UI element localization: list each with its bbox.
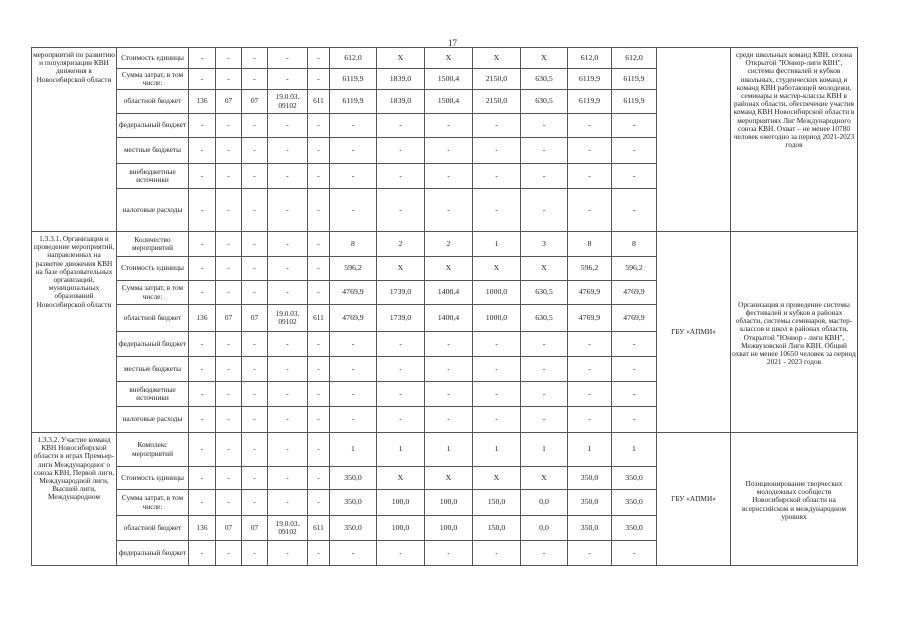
activity-description: 1.3.3.1. Организация и проведение мероприятий, направленных на развитие движения КВН на базе образовательных организаций, муниципальных образований Новосибирской области xyxy=(32,232,117,433)
executor-cell xyxy=(657,48,731,232)
table-cell: - xyxy=(216,490,242,516)
indicator-name-cell: налоговые расходы xyxy=(117,189,189,232)
table-cell: - xyxy=(425,138,473,164)
table-cell: - xyxy=(568,382,612,407)
table-row xyxy=(32,433,858,467)
table-cell: - xyxy=(425,189,473,232)
table-cell: - xyxy=(268,48,308,69)
table-cell: 6119,9 xyxy=(568,69,612,90)
indicator-name-cell: Комплекс мероприятий xyxy=(117,433,189,467)
table-cell: 630,5 xyxy=(521,90,568,114)
table-cell: X xyxy=(473,48,521,69)
table-cell: - xyxy=(268,382,308,407)
table-cell: - xyxy=(377,138,425,164)
table-cell: - xyxy=(521,189,568,232)
table-cell: 350,0 xyxy=(612,490,657,516)
table-cell: X xyxy=(377,257,425,281)
table-cell: - xyxy=(242,541,268,566)
table-cell: - xyxy=(216,433,242,467)
table-cell: 4769,9 xyxy=(568,305,612,332)
table-cell: - xyxy=(189,164,216,189)
table-cell: - xyxy=(330,407,377,433)
table-cell: - xyxy=(189,281,216,305)
executor-cell: ГБУ «АПМИ» xyxy=(657,433,731,566)
table-cell: 1 xyxy=(612,433,657,467)
table-cell: - xyxy=(521,114,568,138)
indicator-name-cell: внебюджетные источники xyxy=(117,382,189,407)
table-cell: 350,0 xyxy=(612,467,657,490)
table-cell: - xyxy=(377,189,425,232)
table-cell: - xyxy=(612,138,657,164)
table-cell: 0,0 xyxy=(521,516,568,541)
table-cell: - xyxy=(308,138,330,164)
table-cell: 1500,4 xyxy=(425,90,473,114)
table-cell: X xyxy=(473,257,521,281)
table-cell: 1 xyxy=(425,433,473,467)
table-cell: - xyxy=(568,357,612,382)
indicator-name-cell: областной бюджет xyxy=(117,305,189,332)
table-cell: - xyxy=(521,357,568,382)
table-cell: 611 xyxy=(308,90,330,114)
table-cell: - xyxy=(242,467,268,490)
table-cell: X xyxy=(521,257,568,281)
table-cell: 1 xyxy=(568,433,612,467)
table-cell: 350,0 xyxy=(568,467,612,490)
table-cell: - xyxy=(216,189,242,232)
table-cell: 136 xyxy=(189,516,216,541)
table-cell: - xyxy=(568,332,612,357)
table-cell: - xyxy=(268,138,308,164)
table-cell: - xyxy=(216,257,242,281)
table-row xyxy=(32,232,858,257)
table-cell: - xyxy=(568,189,612,232)
table-cell: 136 xyxy=(189,305,216,332)
table-cell: 07 xyxy=(242,305,268,332)
indicator-name-cell: федеральный бюджет xyxy=(117,332,189,357)
table-cell: 19.0.03. 09102 xyxy=(268,305,308,332)
table-cell: - xyxy=(308,164,330,189)
table-cell: 630,5 xyxy=(521,281,568,305)
table-cell: - xyxy=(425,382,473,407)
table-cell: - xyxy=(268,433,308,467)
table-cell: 1500,4 xyxy=(425,69,473,90)
table-cell: X xyxy=(425,257,473,281)
table-cell: - xyxy=(612,114,657,138)
table-cell: - xyxy=(216,467,242,490)
table-cell: - xyxy=(330,357,377,382)
indicator-name-cell: областной бюджет xyxy=(117,90,189,114)
table-cell: - xyxy=(612,332,657,357)
table-cell: - xyxy=(612,189,657,232)
program-activity-table xyxy=(31,47,858,566)
table-cell: - xyxy=(377,164,425,189)
table-cell: - xyxy=(330,164,377,189)
table-cell: - xyxy=(189,138,216,164)
indicator-name-cell: Сумма затрат, в том числе: xyxy=(117,69,189,90)
table-cell: - xyxy=(330,382,377,407)
table-cell: 350,0 xyxy=(568,516,612,541)
table-cell: X xyxy=(521,48,568,69)
table-cell: 0,0 xyxy=(521,490,568,516)
table-cell: 19.0.03. 09102 xyxy=(268,516,308,541)
table-cell: - xyxy=(242,69,268,90)
table-cell: - xyxy=(189,189,216,232)
table-cell: - xyxy=(189,332,216,357)
table-cell: X xyxy=(377,467,425,490)
table-cell: 4769,9 xyxy=(330,281,377,305)
table-cell: - xyxy=(216,382,242,407)
table-cell: - xyxy=(473,541,521,566)
table-cell: - xyxy=(308,189,330,232)
table-cell: - xyxy=(242,281,268,305)
table-cell: - xyxy=(189,232,216,257)
table-cell: 1 xyxy=(521,433,568,467)
table-cell: - xyxy=(268,257,308,281)
table-cell: 100,0 xyxy=(425,516,473,541)
table-cell: 2 xyxy=(425,232,473,257)
table-cell: - xyxy=(268,164,308,189)
table-cell: - xyxy=(268,541,308,566)
table-cell: X xyxy=(425,467,473,490)
table-cell: - xyxy=(308,357,330,382)
table-cell: - xyxy=(189,257,216,281)
table-cell: - xyxy=(268,281,308,305)
table-cell: - xyxy=(242,382,268,407)
expected-result-cell: Организация и проведение системы фестивалей и кубков в районах области, системы семинаров, мастер-классов и школ в районах области, Открытой "Юниор - лиги КВН", Межвузовской Лиги КВН. Общий охват не менее 10650 человек за период 2021 - 2023 годов xyxy=(731,232,858,433)
table-cell: 596,2 xyxy=(612,257,657,281)
table-cell: 150,0 xyxy=(473,516,521,541)
table-cell: - xyxy=(308,69,330,90)
table-cell: - xyxy=(268,114,308,138)
table-cell: 3 xyxy=(521,232,568,257)
table-cell: - xyxy=(268,189,308,232)
table-cell: - xyxy=(377,357,425,382)
table-cell: - xyxy=(242,189,268,232)
table-cell: 1839,0 xyxy=(377,69,425,90)
table-cell: - xyxy=(268,232,308,257)
table-cell: - xyxy=(473,164,521,189)
table-cell: 1739,0 xyxy=(377,305,425,332)
table-cell: - xyxy=(473,332,521,357)
table-cell: - xyxy=(242,433,268,467)
table-cell: - xyxy=(189,407,216,433)
table-cell: - xyxy=(425,114,473,138)
table-cell: - xyxy=(377,407,425,433)
table-cell: - xyxy=(425,357,473,382)
table-cell: 1 xyxy=(330,433,377,467)
table-cell: - xyxy=(568,407,612,433)
table-cell: 100,0 xyxy=(377,490,425,516)
table-cell: - xyxy=(189,48,216,69)
table-cell: - xyxy=(521,541,568,566)
table-cell: - xyxy=(330,541,377,566)
table-cell: 4769,9 xyxy=(612,305,657,332)
table-cell: - xyxy=(268,69,308,90)
indicator-name-cell: Сумма затрат, в том числе: xyxy=(117,281,189,305)
table-cell: - xyxy=(521,138,568,164)
table-cell: 2 xyxy=(377,232,425,257)
table-cell: - xyxy=(330,114,377,138)
table-cell: - xyxy=(521,164,568,189)
table-cell: - xyxy=(189,490,216,516)
table-cell: - xyxy=(330,138,377,164)
table-cell: - xyxy=(242,357,268,382)
table-cell: - xyxy=(425,332,473,357)
table-cell: - xyxy=(308,232,330,257)
table-cell: 1000,0 xyxy=(473,281,521,305)
table-cell: 1000,0 xyxy=(473,305,521,332)
table-cell: 8 xyxy=(612,232,657,257)
table-cell: 07 xyxy=(242,516,268,541)
table-cell: - xyxy=(612,382,657,407)
table-cell: - xyxy=(308,541,330,566)
table-cell: - xyxy=(568,114,612,138)
table-cell: - xyxy=(242,257,268,281)
table-cell: 630,5 xyxy=(521,305,568,332)
table-cell: - xyxy=(377,114,425,138)
table-cell: 6119,9 xyxy=(612,90,657,114)
table-cell: 19.0.03. 09102 xyxy=(268,90,308,114)
table-cell: 350,0 xyxy=(330,467,377,490)
table-cell: - xyxy=(612,357,657,382)
table-cell: - xyxy=(425,407,473,433)
indicator-name-cell: Стоимость единицы xyxy=(117,257,189,281)
table-cell: 596,2 xyxy=(330,257,377,281)
table-cell: 6119,9 xyxy=(330,69,377,90)
table-cell: - xyxy=(308,257,330,281)
table-cell: 100,0 xyxy=(425,490,473,516)
table-cell: 6119,9 xyxy=(612,69,657,90)
table-cell: 6119,9 xyxy=(568,90,612,114)
table-cell: - xyxy=(612,407,657,433)
table-cell: 136 xyxy=(189,90,216,114)
table-cell: - xyxy=(521,407,568,433)
table-cell: 612,0 xyxy=(568,48,612,69)
table-cell: 350,0 xyxy=(568,490,612,516)
table-cell: 6119,9 xyxy=(330,90,377,114)
table-cell: - xyxy=(216,69,242,90)
table-cell: 1 xyxy=(473,232,521,257)
table-cell: 1739,0 xyxy=(377,281,425,305)
table-cell: - xyxy=(268,332,308,357)
table-cell: 1 xyxy=(473,433,521,467)
table-cell: - xyxy=(242,48,268,69)
table-cell: - xyxy=(216,541,242,566)
table-cell: 07 xyxy=(216,516,242,541)
table-cell: 150,0 xyxy=(473,490,521,516)
table-cell: 350,0 xyxy=(330,490,377,516)
table-cell: - xyxy=(568,164,612,189)
table-cell: - xyxy=(568,541,612,566)
table-cell: - xyxy=(612,541,657,566)
table-cell: - xyxy=(473,382,521,407)
table-cell: - xyxy=(216,48,242,69)
indicator-name-cell: внебюджетные источники xyxy=(117,164,189,189)
table-cell: - xyxy=(308,114,330,138)
table-cell: - xyxy=(473,357,521,382)
table-cell: - xyxy=(473,114,521,138)
indicator-name-cell: Стоимость единицы xyxy=(117,467,189,490)
table-cell: 4769,9 xyxy=(612,281,657,305)
executor-cell: ГБУ «АПМИ» xyxy=(657,232,731,433)
table-cell: - xyxy=(521,332,568,357)
table-cell: - xyxy=(377,332,425,357)
table-cell: - xyxy=(568,138,612,164)
table-cell: - xyxy=(308,433,330,467)
page-number: 17 xyxy=(448,38,457,48)
table-cell: - xyxy=(189,541,216,566)
table-cell: - xyxy=(216,164,242,189)
table-cell: 8 xyxy=(330,232,377,257)
table-cell: - xyxy=(425,164,473,189)
indicator-name-cell: Сумма затрат, в том числе: xyxy=(117,490,189,516)
table-cell: - xyxy=(308,407,330,433)
table-cell: 611 xyxy=(308,516,330,541)
table-cell: X xyxy=(377,48,425,69)
table-cell: - xyxy=(425,541,473,566)
table-cell: - xyxy=(216,407,242,433)
table-cell: - xyxy=(242,332,268,357)
expected-result-cell: Позиционирование творческих молодежных сообществ Новосибирской области на всероссийском и международном уровнях xyxy=(731,433,858,566)
table-cell: - xyxy=(242,138,268,164)
table-cell: 612,0 xyxy=(330,48,377,69)
table-cell: - xyxy=(612,164,657,189)
table-cell: - xyxy=(473,189,521,232)
table-cell: - xyxy=(308,281,330,305)
table-cell: X xyxy=(425,48,473,69)
table-cell: - xyxy=(521,382,568,407)
table-cell: - xyxy=(189,382,216,407)
table-cell: - xyxy=(330,332,377,357)
table-cell: 350,0 xyxy=(330,516,377,541)
table-cell: - xyxy=(268,407,308,433)
table-cell: - xyxy=(189,69,216,90)
table-cell: - xyxy=(308,382,330,407)
table-cell: 2150,0 xyxy=(473,90,521,114)
table-cell: - xyxy=(189,357,216,382)
table-cell: - xyxy=(189,467,216,490)
table-cell: - xyxy=(242,164,268,189)
indicator-name-cell: Количество мероприятий xyxy=(117,232,189,257)
table-cell: - xyxy=(268,490,308,516)
table-cell: 07 xyxy=(216,90,242,114)
table-cell: 8 xyxy=(568,232,612,257)
table-cell: 07 xyxy=(242,90,268,114)
activity-description: 1.3.3.2. Участие команд КВН Новосибирской области в играх Премьер-лиги Международног о союза КВН, Первой лиги, Международной лиги, Высшей лиги, Международном xyxy=(32,433,117,566)
table-cell: - xyxy=(308,467,330,490)
table-cell: - xyxy=(473,138,521,164)
table-cell: - xyxy=(242,490,268,516)
indicator-name-cell: федеральный бюджет xyxy=(117,114,189,138)
table-cell: X xyxy=(521,467,568,490)
table-cell: 2150,0 xyxy=(473,69,521,90)
table-cell: - xyxy=(268,357,308,382)
table-cell: 630,5 xyxy=(521,69,568,90)
table-row xyxy=(32,48,858,69)
indicator-name-cell: местные бюджеты xyxy=(117,357,189,382)
indicator-name-cell: налоговые расходы xyxy=(117,407,189,433)
table-cell: - xyxy=(308,48,330,69)
table-cell: - xyxy=(216,281,242,305)
table-cell: - xyxy=(308,490,330,516)
activity-description: мероприятий по развитию и популяризации КВН движения в Новосибирской области xyxy=(32,48,117,232)
table-cell: 07 xyxy=(216,305,242,332)
table-cell: 1839,0 xyxy=(377,90,425,114)
table-cell: - xyxy=(216,138,242,164)
indicator-name-cell: областной бюджет xyxy=(117,516,189,541)
indicator-name-cell: местные бюджеты xyxy=(117,138,189,164)
table-cell: - xyxy=(242,232,268,257)
table-cell: 1400,4 xyxy=(425,305,473,332)
table-cell: - xyxy=(377,541,425,566)
table-cell: 611 xyxy=(308,305,330,332)
table-cell: 4769,9 xyxy=(330,305,377,332)
table-cell: - xyxy=(268,467,308,490)
table-cell: - xyxy=(189,114,216,138)
table-cell: 100,0 xyxy=(377,516,425,541)
table-cell: 596,2 xyxy=(568,257,612,281)
table-cell: - xyxy=(189,433,216,467)
table-cell: - xyxy=(216,357,242,382)
table-cell: - xyxy=(216,114,242,138)
table-cell: - xyxy=(330,189,377,232)
table-cell: - xyxy=(377,382,425,407)
expected-result-cell: среди школьных команд КВН, сезона Открытой "Юниор-лиги КВН", системы фестивалей и кубков школьных, студенческих команд и команд КВН работающей молодежи, семинары и мастер-классы КВН в районах области, обеспечение участия команд КВН Новосибирской области в мероприятиях Лиг Международного союза КВН. Охват – не менее 10780 человек ежегодно за период 2021-2023 годов xyxy=(731,48,858,232)
indicator-name-cell: федеральный бюджет xyxy=(117,541,189,566)
table-cell: - xyxy=(473,407,521,433)
table-cell: 1400,4 xyxy=(425,281,473,305)
table-cell: - xyxy=(216,332,242,357)
table-cell: - xyxy=(216,232,242,257)
table-cell: 4769,9 xyxy=(568,281,612,305)
table-cell: - xyxy=(308,332,330,357)
table-cell: 1 xyxy=(377,433,425,467)
indicator-name-cell: Стоимость единицы xyxy=(117,48,189,69)
table-cell: 350,0 xyxy=(612,516,657,541)
table-cell: X xyxy=(473,467,521,490)
table-cell: - xyxy=(242,114,268,138)
table-cell: 612,0 xyxy=(612,48,657,69)
table-cell: - xyxy=(242,407,268,433)
